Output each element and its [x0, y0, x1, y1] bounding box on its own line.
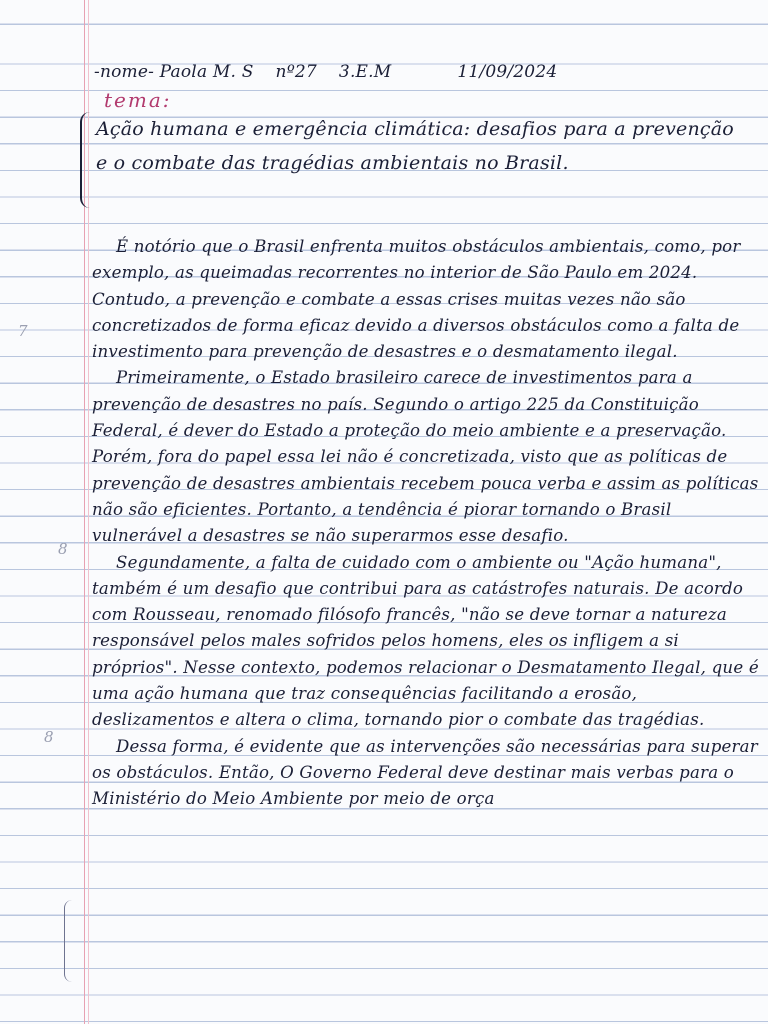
student-number: nº27 [275, 62, 317, 82]
paragraph-text: É notório que o Brasil enfrenta muitos obstáculos ambientais, como, por exemplo, as queimadas recorrentes no interior de São Paulo em 2024. Contudo, a prevenção e combate a essas crises muitas vezes não são concretizados de forma eficaz devido a diversos obstáculos como a falta de investimento para prevenção de desastres e o desmatamento ilegal. [92, 237, 741, 362]
paragraph-text: Primeiramente, o Estado brasileiro carece de investimentos para a prevenção de desastres no país. Segundo o artigo 225 da Constituição Federal, é dever do Estado a proteção do meio ambiente e a preservação. Porém, fora do papel essa lei não é concretizada, visto que as políticas de prevenção de desastres ambientais recebem pouca verba e assim as políticas não são eficientes. Portanto, a tendência é piorar tornando o Brasil vulnerável a desastres se não superarmos esse desafio. [92, 368, 759, 546]
date: 11/09/2024 [457, 62, 558, 82]
margin-mark: 7 [18, 322, 28, 340]
paragraph-conclusion [92, 734, 762, 813]
paragraph-text: Segundamente, a falta de cuidado com o ambiente ou "Ação humana", também é um desafio que contribui para as catástrofes naturais. De acordo com Rousseau, renomado filósofo francês, "não se deve tornar a natureza responsável pelos males sofridos pelos homens, eles os infligem a si próprios". Nesse contexto, podemos relacionar o Desmatamento Ilegal, que é uma ação humana que traz consequências facilitando a erosão, deslizamentos e altera o clima, tornando pior o combate das tragédias. [92, 552, 759, 730]
paragraph-development-2 [92, 550, 762, 734]
essay-body [92, 234, 762, 813]
tema-label: tema: [104, 88, 172, 112]
topic-brace [80, 112, 94, 208]
margin-mark: 8 [44, 728, 54, 746]
header-line [94, 58, 728, 86]
paragraph-development-1 [92, 365, 762, 549]
essay-topic: Ação humana e emergência climática: desafios para a prevenção e o combate das tragédias ambientais no Brasil. [96, 118, 734, 174]
margin-mark: 8 [58, 540, 68, 558]
student-name: -nome- Paola M. S [94, 62, 254, 82]
class-label: 3.E.M [338, 62, 392, 82]
paragraph-intro [92, 234, 762, 365]
paragraph-text: Dessa forma, é evidente que as intervenções são necessárias para superar os obstáculos. Então, O Governo Federal deve destinar mais verbas para o Ministério do Meio Ambiente por meio de orça [92, 736, 758, 809]
conclusion-bracket [64, 900, 75, 982]
